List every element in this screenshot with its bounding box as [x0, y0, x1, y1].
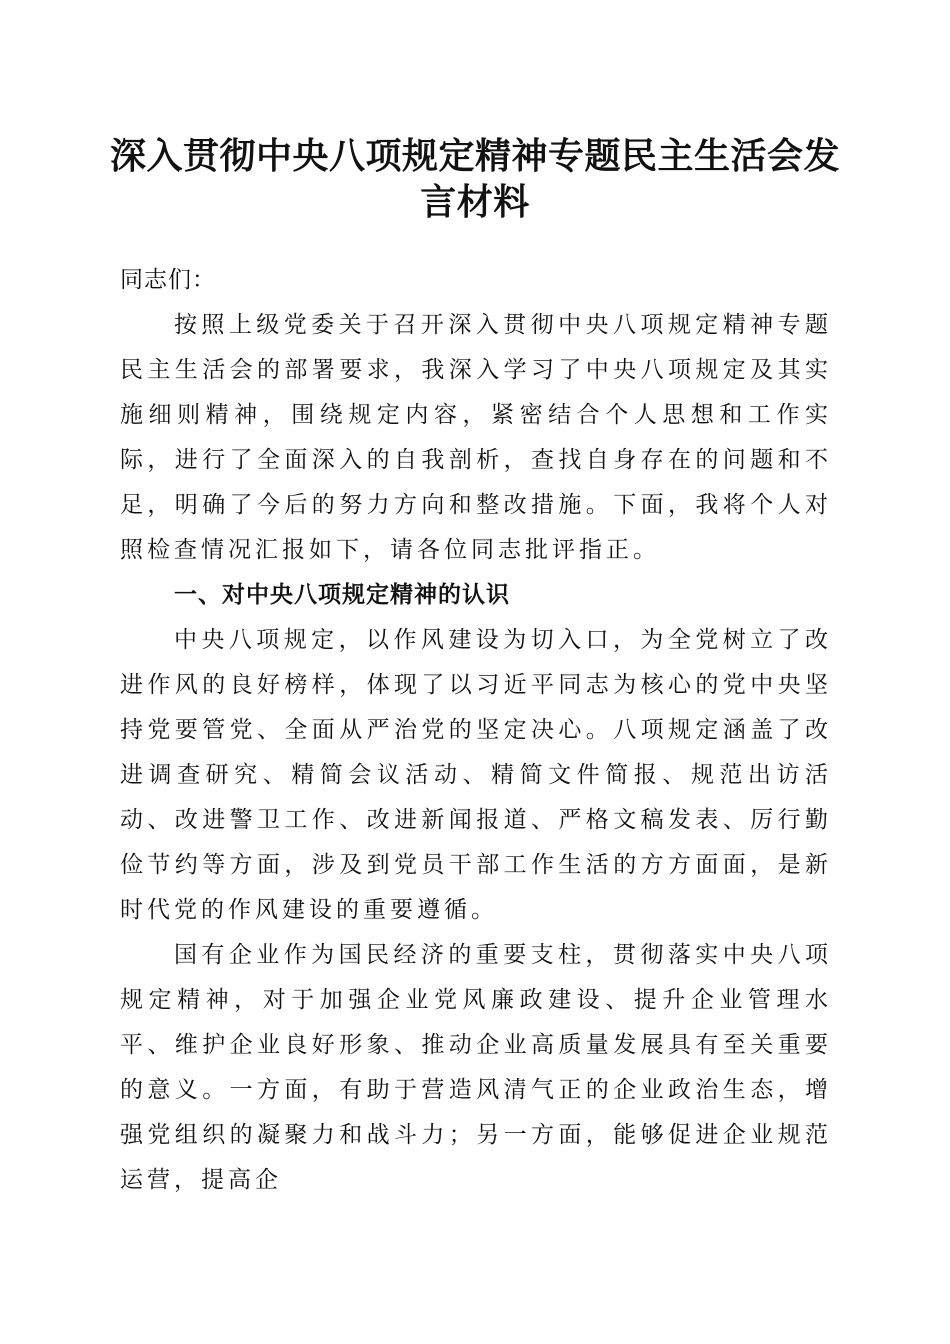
intro-paragraph: 按照上级党委关于召开深入贯彻中央八项规定精神专题民主生活会的部署要求，我深入学习了中央八项规定及其实施细则精神，围绕规定内容，紧密结合个人思想和工作实际，进行了全面深入的自我剖析，查找自身存在的问题和不足，明确了今后的努力方向和整改措施。下面，我将个人对照检查情况汇报如下，请各位同志批评指正。	[120, 312, 832, 563]
salutation: 同志们：	[120, 267, 216, 293]
section-heading-1: 一、对中央八项规定精神的认识	[174, 582, 510, 608]
document-body	[120, 258, 832, 1203]
section1-paragraph-2: 国有企业作为国民经济的重要支柱，贯彻落实中央八项规定精神，对于加强企业党风廉政建设、提升企业管理水平、维护企业良好形象、推动企业高质量发展具有至关重要的意义。一方面，有助于营造风清气正的企业政治生态，增强党组织的凝聚力和战斗力；另一方面，能够促进企业规范运营，提高企	[120, 942, 832, 1193]
section1-paragraph-1: 中央八项规定，以作风建设为切入口，为全党树立了改进作风的良好榜样，体现了以习近平同志为核心的党中央坚持党要管党、全面从严治党的坚定决心。八项规定涵盖了改进调查研究、精简会议活动、精简文件简报、规范出访活动、改进警卫工作、改进新闻报道、严格文稿发表、厉行勤俭节约等方面，涉及到党员干部工作生活的方方面面，是新时代党的作风建设的重要遵循。	[120, 627, 832, 923]
document-title: 深入贯彻中央八项规定精神专题民主生活会发言材料	[110, 135, 841, 223]
